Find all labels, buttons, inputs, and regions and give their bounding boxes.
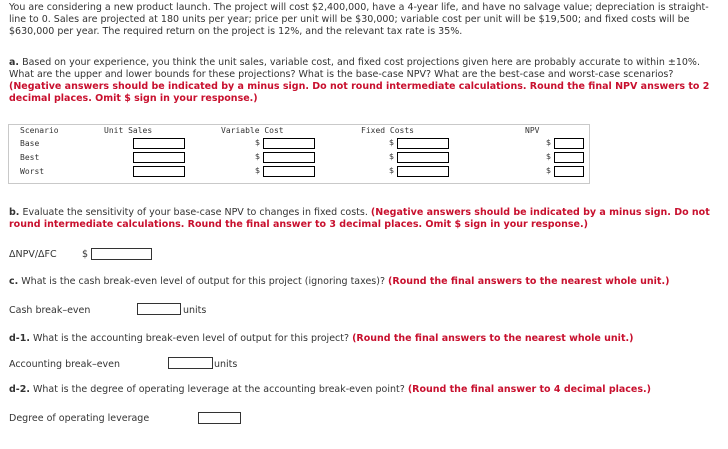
base-unit-sales-input[interactable] — [133, 138, 185, 149]
part-c-label: c. — [9, 276, 19, 287]
worst-unit-sales-input[interactable] — [133, 166, 185, 177]
part-d2-instruction: (Round the final answer to 4 decimal places.) — [407, 384, 651, 395]
accounting-break-even-label: Accounting break–even — [9, 359, 121, 370]
part-d1-text: What is the accounting break-even level of output for this project? — [33, 333, 350, 344]
part-a-question — [9, 57, 721, 105]
part-a-label: a. — [9, 57, 20, 68]
worst-variable-cost-input[interactable] — [263, 166, 315, 177]
worst-fixed-costs-input[interactable] — [397, 166, 449, 177]
best-npv-input[interactable] — [554, 152, 584, 163]
base-fixed-costs-input[interactable] — [397, 138, 449, 149]
part-a-instruction: (Negative answers should be indicated by a minus sign. Do not round intermediate calculations. Round the final NPV answers to 2 decimal places. Omit $ sign in your response.) — [9, 81, 710, 104]
header-npv: NPV — [525, 126, 540, 135]
npv-sensitivity-label: ΔNPV/ΔFC — [9, 249, 57, 260]
best-unit-sales-input[interactable] — [133, 152, 185, 163]
npv-sensitivity-input[interactable] — [91, 248, 152, 260]
part-d1-label: d-1. — [9, 333, 30, 344]
degree-operating-leverage-input[interactable] — [198, 412, 241, 424]
header-variable-cost: Variable Cost — [221, 126, 284, 135]
accounting-break-even-input[interactable] — [168, 357, 213, 369]
cash-break-even-input[interactable] — [137, 303, 181, 315]
part-c-text: What is the cash break-even level of output for this project (ignoring taxes)? — [21, 276, 386, 287]
part-d2-text: What is the degree of operating leverage at the accounting break-even point? — [33, 384, 405, 395]
base-variable-cost-dollar: $ — [255, 138, 261, 147]
degree-operating-leverage-label: Degree of operating leverage — [9, 413, 150, 424]
row-label-base: Base — [20, 139, 40, 148]
accounting-break-even-units: units — [214, 359, 238, 370]
part-c-instruction: (Round the final answers to the nearest whole unit.) — [388, 276, 670, 287]
best-variable-cost-dollar: $ — [255, 152, 261, 161]
part-b-text: Evaluate the sensitivity of your base-case NPV to changes in fixed costs. — [22, 207, 368, 218]
part-d1-question — [9, 333, 721, 345]
base-npv-input[interactable] — [554, 138, 584, 149]
best-fixed-costs-dollar: $ — [389, 152, 395, 161]
part-d1-instruction: (Round the final answers to the nearest whole unit.) — [352, 333, 634, 344]
cash-break-even-label: Cash break–even — [9, 305, 91, 316]
worst-variable-cost-dollar: $ — [255, 166, 261, 175]
header-fixed-costs: Fixed Costs — [361, 126, 414, 135]
worst-npv-input[interactable] — [554, 166, 584, 177]
scenario-table — [8, 124, 590, 184]
worst-npv-dollar: $ — [546, 166, 552, 175]
best-npv-dollar: $ — [546, 152, 552, 161]
header-scenario: Scenario — [20, 126, 59, 135]
header-unit-sales: Unit Sales — [104, 126, 153, 135]
part-d2-question — [9, 384, 721, 396]
best-fixed-costs-input[interactable] — [397, 152, 449, 163]
worst-fixed-costs-dollar: $ — [389, 166, 395, 175]
part-d2-label: d-2. — [9, 384, 30, 395]
part-b-instruction: (Negative answers should be indicated by a minus sign. Do not round intermediate calculations. Round the final answer to 3 decimal places. Omit $ sign in your response.) — [9, 207, 710, 230]
row-label-worst: Worst — [20, 167, 45, 176]
cash-break-even-units: units — [183, 305, 207, 316]
base-npv-dollar: $ — [546, 138, 552, 147]
part-b-question — [9, 207, 721, 231]
part-b-label: b. — [9, 207, 20, 218]
base-variable-cost-input[interactable] — [263, 138, 315, 149]
best-variable-cost-input[interactable] — [263, 152, 315, 163]
base-fixed-costs-dollar: $ — [389, 138, 395, 147]
problem-intro: You are considering a new product launch. The project will cost $2,400,000, have a 4-year life, and have no salvage value; depreciation is straight-line to 0. Sales are projected at 180 units per year; price per unit will be $30,000; variable cost per unit will be $19,500; and fixed costs will be $630,000 per year. The required return on the project is 12%, and the relevant tax rate is 35%. — [9, 2, 709, 37]
part-c-question — [9, 276, 721, 288]
npv-sensitivity-dollar: $ — [82, 249, 89, 260]
part-a-text: Based on your experience, you think the unit sales, variable cost, and fixed cost projections given here are probably accurate to within ±10%. What are the upper and lower bounds for these projections? What is the base-case NPV? What are the best-case and worst-case scenarios? — [9, 57, 700, 80]
row-label-best: Best — [20, 153, 40, 162]
